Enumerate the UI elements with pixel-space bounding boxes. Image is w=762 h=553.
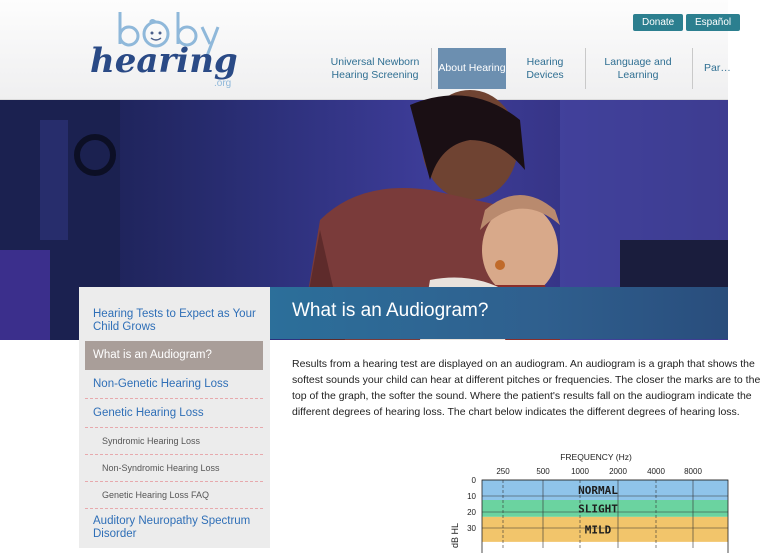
sidebar-item-genetic-hearing-loss-faq[interactable]: Genetic Hearing Loss FAQ — [85, 483, 263, 509]
sidebar-item-what-is-an-audiogram[interactable]: What is an Audiogram? — [85, 341, 263, 370]
espanol-button[interactable]: Español — [686, 14, 740, 31]
sidebar-item-hearing-tests[interactable]: Hearing Tests to Expect as Your Child Grows — [93, 308, 256, 333]
audiogram-band-label: SLIGHT — [578, 502, 618, 516]
audiogram-title: FREQUENCY (Hz) — [560, 452, 632, 462]
nav-about-hearing[interactable]: About Hearing — [438, 48, 506, 89]
nav-divider — [431, 48, 432, 89]
audiogram-chart — [440, 448, 728, 548]
sidebar-nav — [79, 287, 270, 548]
audiogram-db-label: 0 — [471, 476, 476, 485]
audiogram-band-label: MILD — [584, 523, 612, 537]
sidebar-item-auditory-neuropathy[interactable]: Auditory Neuropathy Spectrum Disorder — [93, 515, 251, 540]
sidebar-item-syndromic-hearing-loss[interactable]: Syndromic Hearing Loss — [85, 429, 263, 455]
nav-universal-newborn-hearing-screening[interactable]: Universal Newborn Hearing Screening — [330, 55, 420, 81]
audiogram-frequency-label: 4000 — [647, 467, 665, 476]
donate-button[interactable]: Donate — [633, 14, 683, 31]
audiogram-ylabel: dB HL — [450, 522, 460, 548]
intro-paragraph: Results from a hearing test are displayed on an audiogram. An audiogram is a graph that shows the softest sounds your child can hear at different pitches or frequencies. The closer the marks are to the top of the graph, the softer the sound. Where the patient's results fall on the audiogram indicate the different degrees of hearing loss. The chart below indicates the different degrees of hearing loss. — [292, 358, 761, 418]
audiogram-frequency-label: 500 — [536, 467, 550, 476]
nav-hearing-devices[interactable]: Hearing Devices — [526, 55, 564, 81]
audiogram-db-label: 30 — [467, 524, 476, 533]
site-header — [0, 0, 732, 100]
logo-word-hearing: hearing — [90, 41, 238, 81]
audiogram-band-label: NORMAL — [578, 484, 618, 497]
nav-divider — [585, 48, 586, 89]
intro-paragraph-container — [292, 356, 761, 426]
logo-suffix: .org — [214, 78, 232, 89]
audiogram-svg — [440, 448, 728, 548]
audiogram-frequency-label: 250 — [496, 467, 510, 476]
audiogram-db-label: 20 — [467, 508, 476, 517]
page-title: What is an Audiogram? — [292, 300, 489, 321]
audiogram-db-label: 10 — [467, 492, 476, 501]
page-title-banner — [270, 287, 728, 339]
audiogram-frequency-label: 8000 — [684, 467, 702, 476]
site-logo[interactable] — [86, 6, 246, 92]
nav-language-and-learning[interactable]: Language and Learning — [604, 55, 672, 81]
audiogram-frequency-label: 2000 — [609, 467, 627, 476]
audiogram-frequency-label: 1000 — [571, 467, 589, 476]
nav-parents-truncated[interactable]: Par… — [704, 62, 731, 74]
sidebar-item-non-genetic-hearing-loss[interactable]: Non-Genetic Hearing Loss — [85, 371, 263, 399]
nav-divider — [692, 48, 693, 89]
sidebar-item-genetic-hearing-loss[interactable]: Genetic Hearing Loss — [85, 400, 263, 428]
sidebar-item-non-syndromic-hearing-loss[interactable]: Non-Syndromic Hearing Loss — [85, 456, 263, 482]
